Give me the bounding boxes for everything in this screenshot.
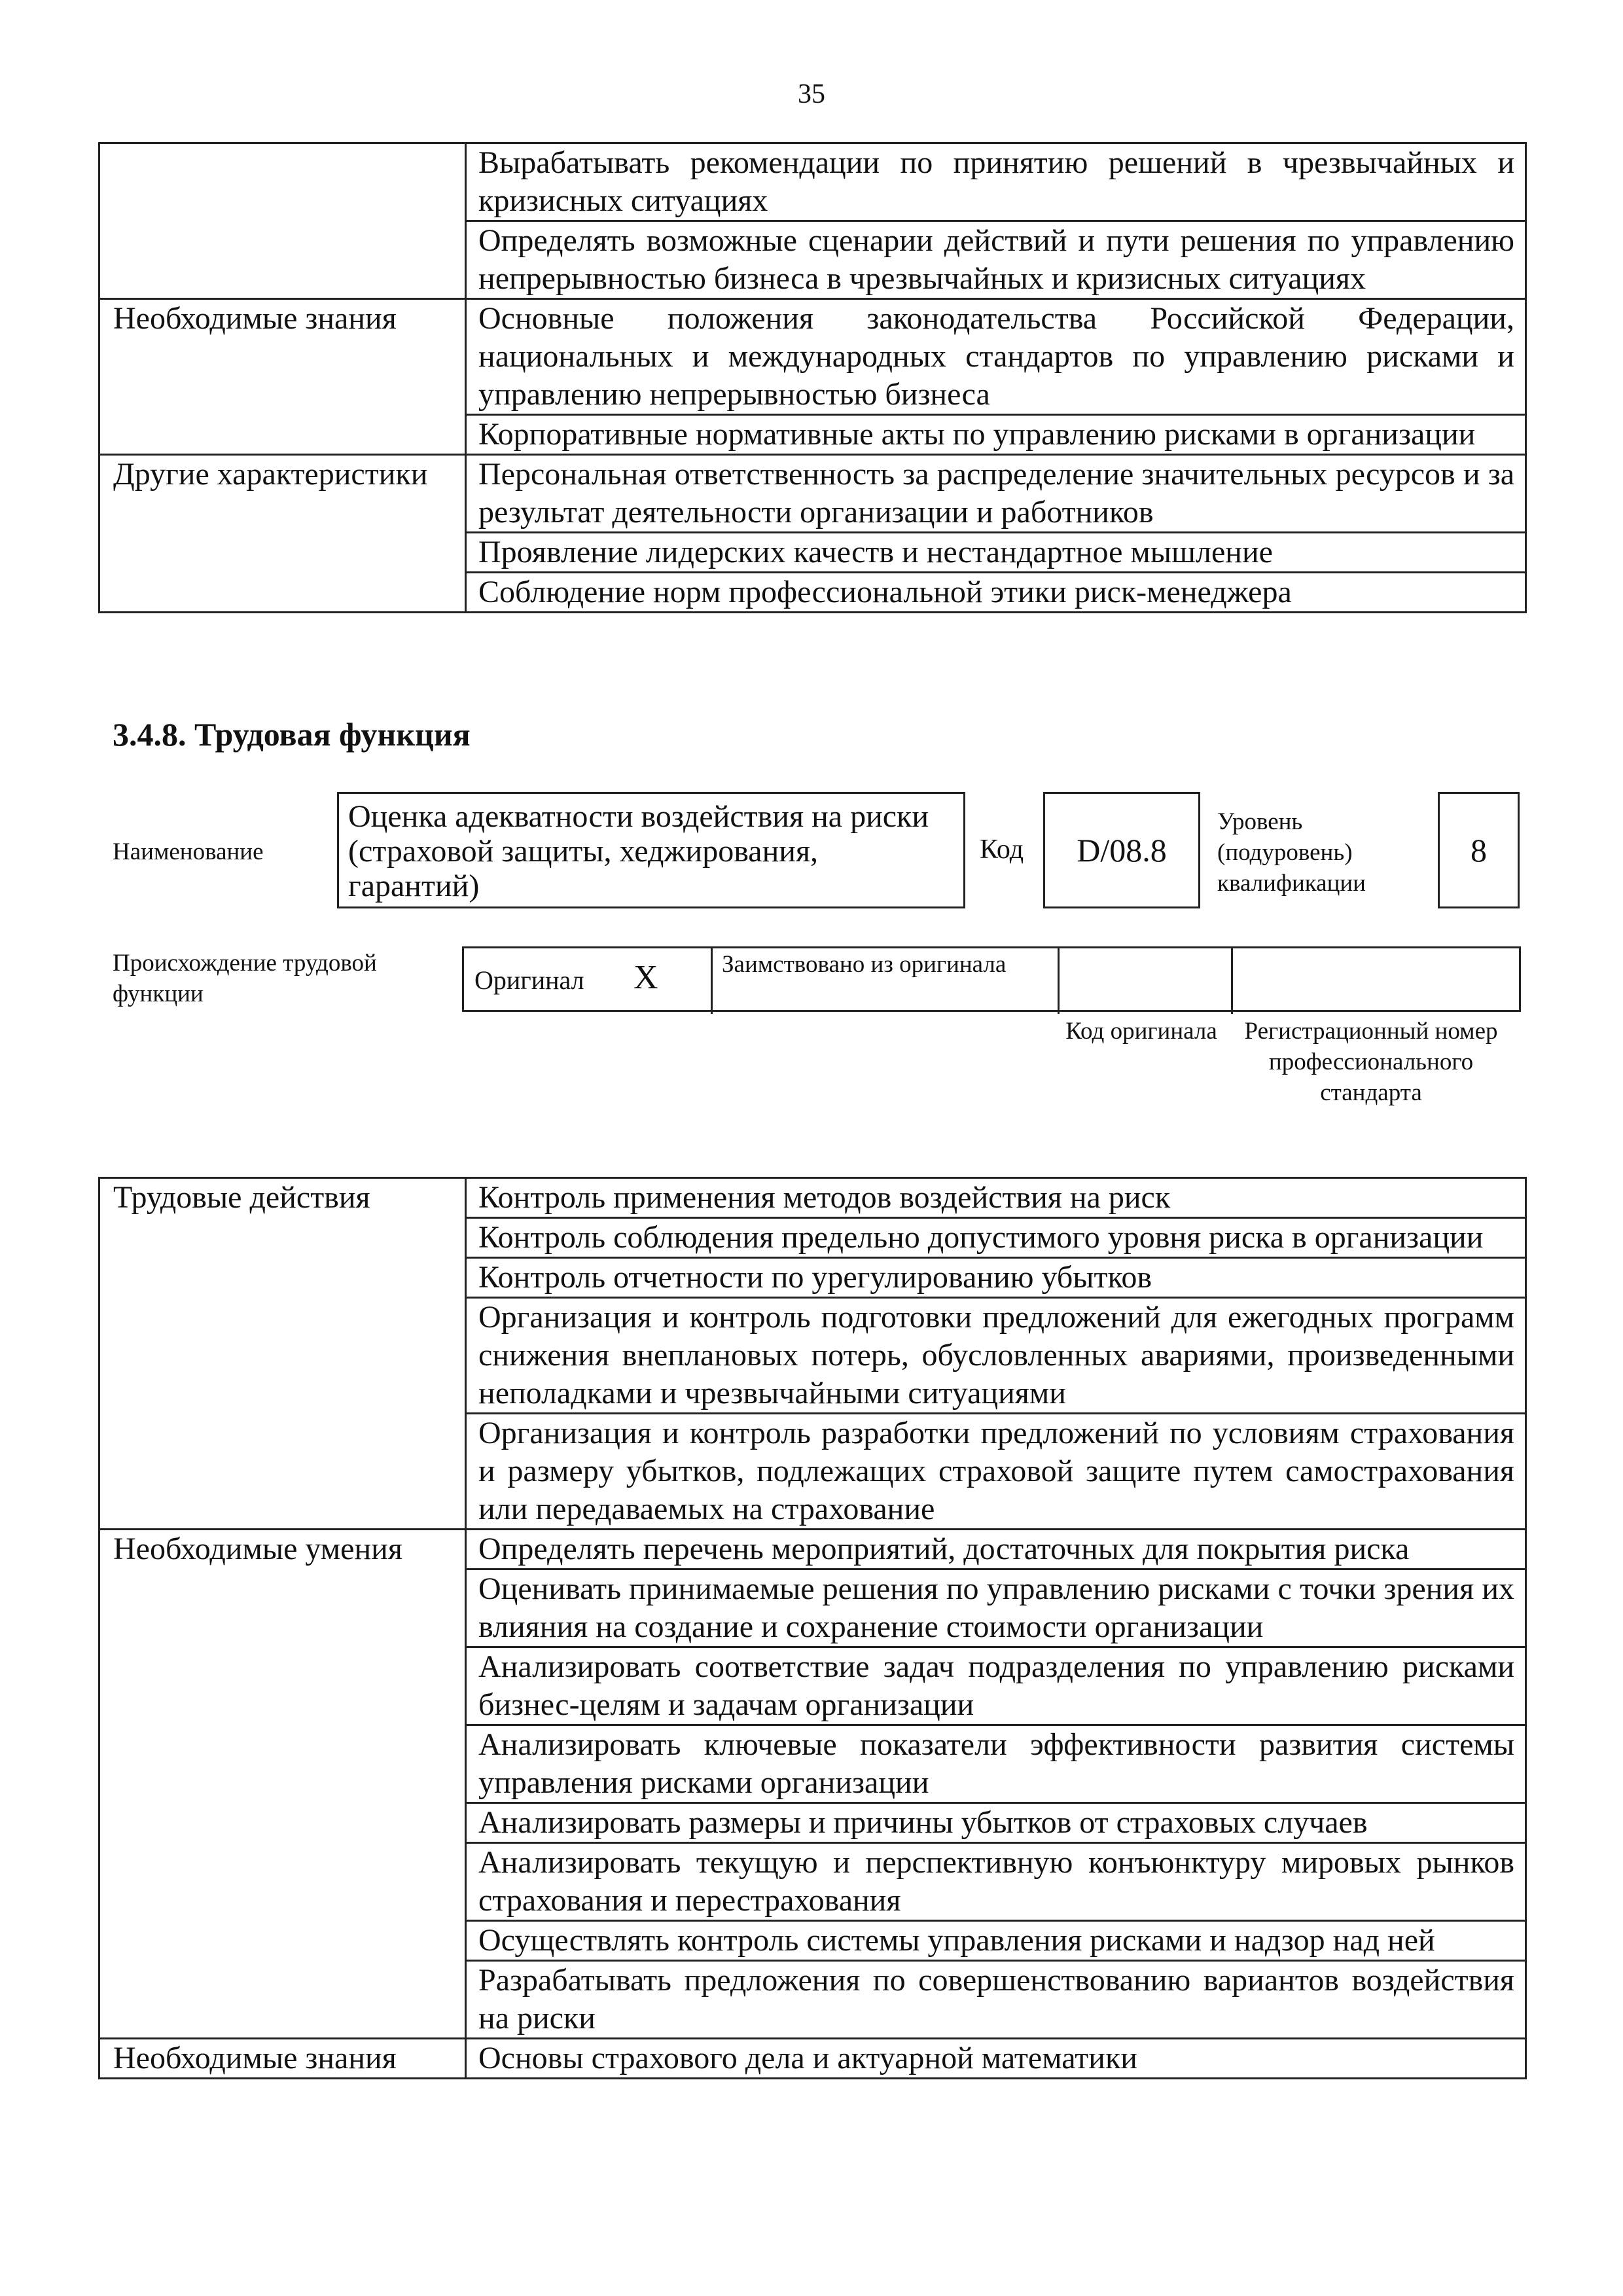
table-cell: Персональная ответственность за распределение значительных ресурсов и за результат деятельности организации и работников [466,455,1526,533]
function-details-table [98,1177,1527,2079]
table-cell: Оценивать принимаемые решения по управлению рисками с точки зрения их влияния на создание и сохранение стоимости организации [466,1570,1526,1647]
table-cell: Соблюдение норм профессиональной этики риск-менеджера [466,573,1526,613]
table-cell: Контроль применения методов воздействия на риск [466,1178,1526,1218]
top-characteristics-table [98,142,1527,613]
reg-number-caption: Регистрационный номер профессионального стандарта [1244,1018,1498,1106]
table-row [99,299,1526,415]
level-value-box: 8 [1438,792,1520,908]
row-label: Трудовые действия [99,1178,466,1530]
original-mark: X [633,959,658,996]
table-cell: Проявление лидерских качеств и нестандартное мышление [466,533,1526,573]
table-cell: Основные положения законодательства Российской Федерации, национальных и международных стандартов по управлению рисками и управлению непрерывностью бизнеса [466,299,1526,415]
table-row [99,455,1526,533]
table-cell: Организация и контроль разработки предложений по условиям страхования и размеру убытков, подлежащих страховой защите путем самострахования или передаваемых на страхование [466,1414,1526,1530]
table-cell: Анализировать текущую и перспективную конъюнктуру мировых рынков страхования и перестрахования [466,1843,1526,1921]
code-original-caption: Код оригинала [1065,1018,1217,1045]
table-cell: Анализировать ключевые показатели эффективности развития системы управления рисками организации [466,1725,1526,1803]
table-row [99,2039,1526,2079]
section-heading: 3.4.8. Трудовая функция [113,716,471,753]
function-name-box: Оценка адекватности воздействия на риски (страховой защиты, хеджирования, гарантий) [337,792,965,908]
level-label: Уровень (подуровень) квалификации [1217,808,1366,897]
table-cell: Разрабатывать предложения по совершенствованию вариантов воздействия на риски [466,1961,1526,2039]
code-original-cell [1060,948,1233,1014]
origin-label: Происхождение трудовой функции [113,950,377,1007]
code-label: Код [980,834,1024,865]
table-cell: Контроль отчетности по урегулированию убытков [466,1258,1526,1298]
name-label: Наименование [113,838,264,865]
table-row [99,1530,1526,1570]
table-cell: Вырабатывать рекомендации по принятию решений в чрезвычайных и кризисных ситуациях [466,143,1526,221]
original-caption: Оригинал [474,965,584,995]
table-cell: Корпоративные нормативные акты по управлению рисками в организации [466,415,1526,455]
code-value-box: D/08.8 [1043,792,1200,908]
table-cell: Анализировать размеры и причины убытков от страховых случаев [466,1803,1526,1843]
table-cell: Анализировать соответствие задач подразделения по управлению рисками бизнес-целям и задачам организации [466,1647,1526,1725]
row-label [99,143,466,299]
table-cell: Определять перечень мероприятий, достаточных для покрытия риска [466,1530,1526,1570]
table-cell: Организация и контроль подготовки предложений для ежегодных программ снижения внеплановых потерь, обусловленных авариями, произведенными неполадками и чрезвычайными ситуациями [466,1298,1526,1414]
borrowed-caption: Заимствовано из оригинала [722,951,1007,978]
table-cell: Контроль соблюдения предельно допустимого уровня риска в организации [466,1218,1526,1258]
table-row [99,143,1526,221]
row-label: Необходимые умения [99,1530,466,2039]
table-row [99,1178,1526,1218]
table-cell: Основы страхового дела и актуарной математики [466,2039,1526,2079]
row-label: Необходимые знания [99,2039,466,2079]
page-number: 35 [798,79,825,109]
table-cell: Определять возможные сценарии действий и пути решения по управлению непрерывностью бизнеса в чрезвычайных и кризисных ситуациях [466,221,1526,299]
table-cell: Осуществлять контроль системы управления рисками и надзор над ней [466,1921,1526,1961]
row-label: Необходимые знания [99,299,466,455]
row-label: Другие характеристики [99,455,466,613]
